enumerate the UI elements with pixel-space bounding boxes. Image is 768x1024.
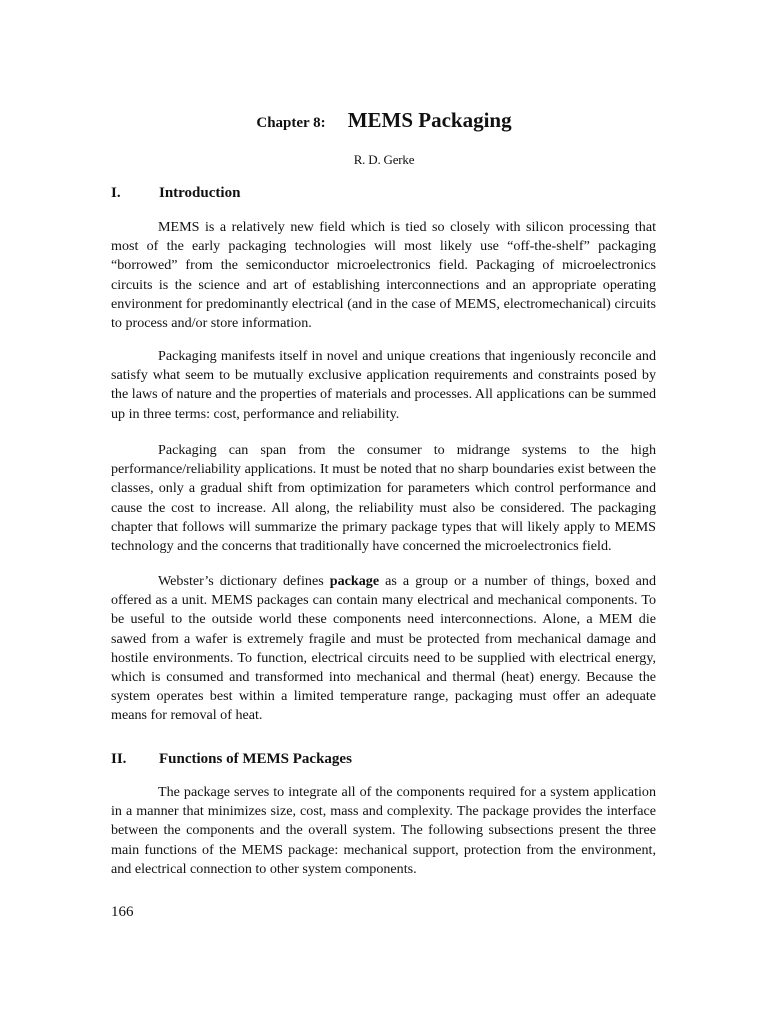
paragraph: Packaging manifests itself in novel and unique creations that ingeniously reconcile and satisfy what seem to be mutually exclusive application requirements and constraints posed by the laws of nature and the properties of materials and processes. All applications can be summed up in three terms: cost, performance and reliability. (111, 348, 656, 422)
section-title: Introduction (159, 185, 241, 201)
section-heading-introduction (111, 185, 240, 202)
page-number: 166 (111, 904, 134, 920)
section-number: I. (111, 185, 121, 201)
chapter-label: Chapter 8: (256, 115, 326, 131)
section-heading-functions (111, 751, 352, 768)
paragraph (111, 572, 656, 726)
chapter-title: MEMS Packaging (347, 108, 512, 132)
author-name: R. D. Gerke (353, 152, 415, 167)
paragraph-text: as a group or a number of things, boxed and offered as a unit. MEMS packages can contain many electrical and mechanical components. To be useful to the outside world these components need interconnections. Alone, a MEM die sawed from a wafer is extremely fragile and must be protected from mechanical damage and hostile environments. To function, electrical circuits need to be supplied with electrical energy, which is consumed and transformed into mechanical and thermal (heat) energy. Because the system operates best within a limited temperature range, packaging must offer an adequate means for removal of heat. (111, 573, 657, 724)
paragraph: MEMS is a relatively new field which is tied so closely with silicon processing that most of the early packaging technologies will most likely use “off-the-shelf” packaging “borrowed” from the semiconductor microelectronics field. Packaging of microelectronics circuits is the science and art of establishing interconnections and an appropriate operating environment for predominantly electrical (and in the case of MEMS, electromechanical) circuits to process and/or store information. (111, 219, 656, 332)
section-number: II. (111, 751, 127, 767)
chapter-heading (0, 108, 768, 133)
paragraph: The package serves to integrate all of the components required for a system application in a manner that minimizes size, cost, mass and complexity. The package provides the interface between the components and the overall system. The following subsections present the three main functions of the MEMS package: mechanical support, protection from the environment, and electrical connection to other system components. (111, 784, 656, 877)
paragraph-text: Webster’s dictionary defines (158, 573, 330, 589)
paragraph: Packaging can span from the consumer to midrange systems to the high performance/reliability applications. It must be noted that no sharp boundaries exist between the classes, only a gradual shift from optimization for parameters which control performance and cause the cost to increase. All along, the reliability must also be considered. The packaging chapter that follows will summarize the primary package types that will likely apply to MEMS technology and the concerns that traditionally have concerned the microelectronics field. (111, 442, 656, 555)
section-title: Functions of MEMS Packages (159, 751, 352, 767)
defined-term: package (329, 573, 380, 589)
